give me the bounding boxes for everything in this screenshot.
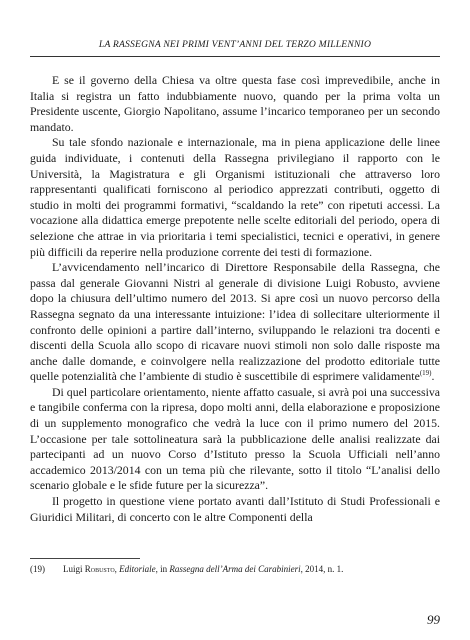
paragraph-4: Di quel particolare orientamento, niente affatto casuale, si avrà poi una successiva e tangibile conferma con la ripresa, dopo molti anni, della elaborazione e proposizione di un supplemento monografico che vedrà la luce con il primo numero del 2015. L’occasione per tale sottolineatura sarà la pubblicazione delle analisi realizzate dai partecipanti ad un nuovo Corso d’Istituto presso la Scuola Ufficiali nell’anno accademico 2013/2014 con un tema più che rilevante, sotto il titolo “L’analisi dello scenario globale e le sfide future per la sicurezza”.	[30, 384, 440, 493]
footnote-rest: , 2014, n. 1.	[300, 564, 344, 574]
header-rule	[30, 56, 440, 57]
paragraph-2: Su tale sfondo nazionale e internazionale, ma in piena applicazione delle linee guida individuate, i contenuti della Rassegna privilegiano il rapporto con le Università, la Magistratura e gli Organismi istituzionali che attraverso loro rappresentanti qualificati forniscono al periodico apprezzati contributi, oggetto di studio in molti dei programmi formativi, “scaldando la rete” con ripetuti accessi. La vocazione alla didattica emerge prepotente nelle scelte editoriali del periodo, opera di selezione che attrae in via prioritaria i temi specialistici, tecnici e operativi, in genere più difficili da reperire nella produzione corrente dei testi di formazione.	[30, 135, 440, 259]
paragraph-3-tail: .	[431, 369, 435, 384]
footnote-number: (19)	[30, 564, 45, 574]
footnote: (19) Luigi Robusto, Editoriale, in Rassegna dell’Arma dei Carabinieri, 2014, n. 1.	[30, 564, 344, 574]
paragraph-5: Il progetto in questione viene portato avanti dall’Istituto di Studi Professionali e Giuridici Militari, di concerto con le altre Componenti della	[30, 494, 440, 524]
footnote-author-first: Luigi	[63, 564, 83, 574]
running-header: LA RASSEGNA NEI PRIMI VENT’ANNI DEL TERZO MILLENNIO	[98, 39, 372, 50]
paragraph-3	[30, 260, 440, 385]
footnote-reference[interactable]: (19)	[419, 369, 432, 378]
footnote-author-last: Robusto	[84, 564, 115, 574]
footnote-source: Rassegna dell’Arma dei Carabinieri	[169, 564, 301, 574]
footnote-rule	[30, 558, 140, 559]
body-text	[30, 73, 440, 525]
paragraph-1: E se il governo della Chiesa va oltre questa fase così imprevedibile, anche in Italia si registra un fatto indubbiamente nuovo, quando per la prima volta un Presidente uscente, Giorgio Napolitano, assume l’incarico temporaneo per un secondo mandato.	[30, 73, 440, 134]
footnote-in: , in	[155, 564, 170, 574]
footnote-title: Editoriale	[119, 564, 156, 574]
paragraph-3-text: L’avvicendamento nell’incarico di Direttore Responsabile della Rassegna, che passa dal generale Giovanni Nistri al generale di divisione Luigi Robusto, avviene dopo la chiusura dell’ultimo numero del 2013. Si apre così un nuovo percorso della Rassegna segnato da una interessante intuizione: l’idea di sollecitare ulteriormente il confronto delle opinioni a partire dall’interno, sviluppando le relazioni tra docenti e discenti della Scuola allo scopo di ricavare nuovi stimoli non solo dalle risposte ma anche dalle domande, e coinvolgere nella realizzazione del prodotto editoriale tutte quelle potenzialità che l’ambiente di studio è suscettibile di esprimere validamente	[30, 260, 440, 384]
page-number: 99	[427, 612, 440, 627]
